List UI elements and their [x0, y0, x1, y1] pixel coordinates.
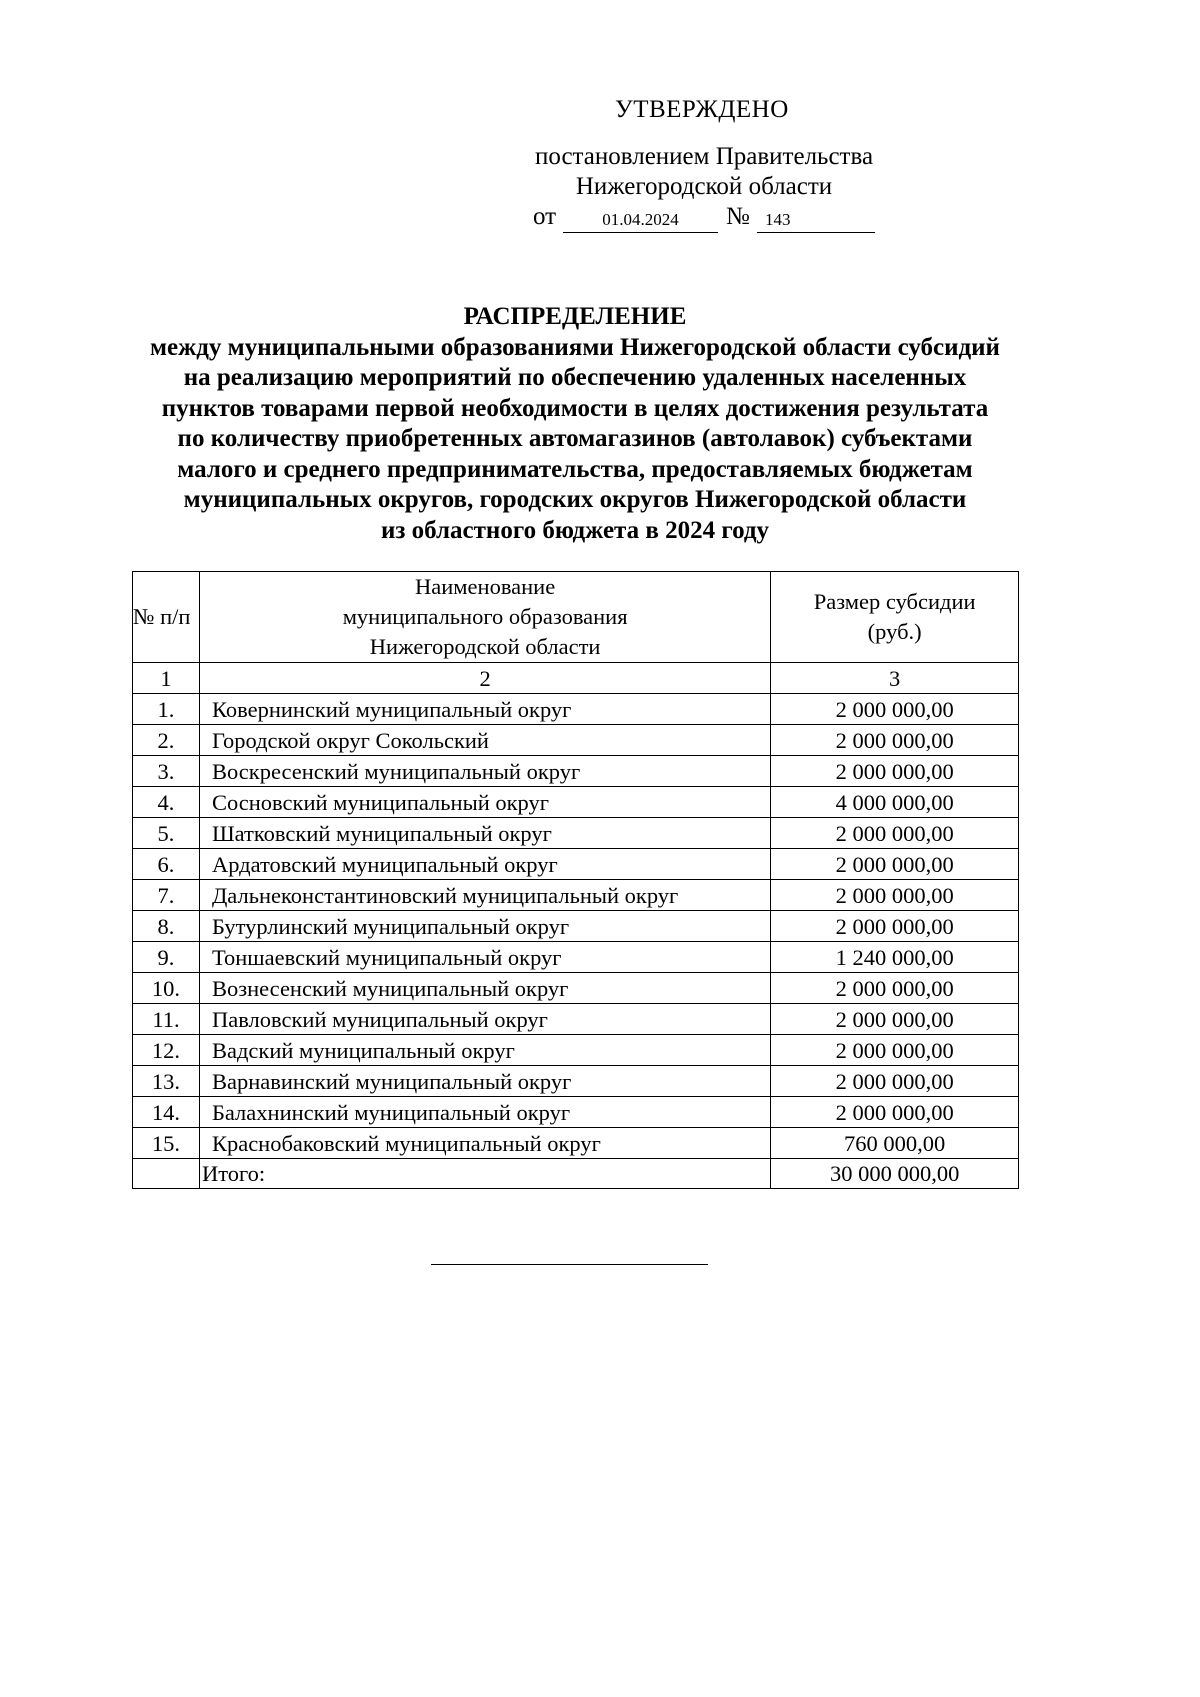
- row-number: 1.: [133, 694, 200, 725]
- row-municipality: Шатковский муниципальный округ: [199, 818, 770, 849]
- row-amount: 2 000 000,00: [771, 1066, 1019, 1097]
- table-row: [133, 1097, 1019, 1128]
- column-number: 2: [199, 663, 770, 694]
- decree-number: 143: [757, 210, 875, 233]
- table-row: [133, 942, 1019, 973]
- row-number: 10.: [133, 973, 200, 1004]
- row-number: 4.: [133, 787, 200, 818]
- row-amount: 2 000 000,00: [771, 911, 1019, 942]
- row-municipality: Ардатовский муниципальный округ: [199, 849, 770, 880]
- row-number: 13.: [133, 1066, 200, 1097]
- heading-line: между муниципальными образованиями Нижегородской области субсидий: [150, 333, 1000, 361]
- row-number: 2.: [133, 725, 200, 756]
- row-amount: 760 000,00: [771, 1128, 1019, 1159]
- approval-authority: постановлением Правительства: [534, 143, 874, 170]
- heading-line: малого и среднего предпринимательства, предоставляемых бюджетам: [177, 455, 973, 483]
- row-amount: 2 000 000,00: [771, 880, 1019, 911]
- table-row: [133, 1128, 1019, 1159]
- header-number: № п/п: [133, 572, 200, 663]
- row-number: 9.: [133, 942, 200, 973]
- row-number: 14.: [133, 1097, 200, 1128]
- distribution-table: [132, 571, 1019, 1189]
- row-amount: 2 000 000,00: [771, 1097, 1019, 1128]
- row-amount: 2 000 000,00: [771, 1035, 1019, 1066]
- row-amount: 2 000 000,00: [771, 1004, 1019, 1035]
- header-municipality: [199, 572, 770, 663]
- table-row: [133, 911, 1019, 942]
- row-amount: 2 000 000,00: [771, 756, 1019, 787]
- row-municipality: Тоншаевский муниципальный округ: [199, 942, 770, 973]
- header-municipality-line: муниципального образования: [342, 604, 628, 629]
- header-amount-line: Размер субсидии: [813, 589, 976, 614]
- row-number: 6.: [133, 849, 200, 880]
- header-municipality-line: Нижегородской области: [369, 634, 601, 659]
- heading-line: на реализацию мероприятий по обеспечению удаленных населенных: [183, 364, 967, 391]
- row-number: 5.: [133, 818, 200, 849]
- approval-region: Нижегородской области: [575, 173, 833, 200]
- table-row: [133, 1004, 1019, 1035]
- header-amount: [771, 572, 1019, 663]
- row-municipality: Бутурлинский муниципальный округ: [199, 911, 770, 942]
- row-municipality: Вознесенский муниципальный округ: [199, 973, 770, 1004]
- table-row: [133, 880, 1019, 911]
- total-row: [133, 1159, 1019, 1189]
- heading-line: пунктов товарами первой необходимости в целях достижения результата: [161, 394, 989, 422]
- column-number: 3: [771, 663, 1019, 694]
- row-municipality: Варнавинский муниципальный округ: [199, 1066, 770, 1097]
- closing-divider: [431, 1264, 708, 1265]
- row-municipality: Дальнеконстантиновский муниципальный округ: [199, 880, 770, 911]
- row-number: 7.: [133, 880, 200, 911]
- decree-number-label: №: [726, 203, 750, 230]
- heading-title: РАСПРЕДЕЛЕНИЕ: [463, 303, 687, 330]
- row-municipality: Городской округ Сокольский: [199, 725, 770, 756]
- approval-title: УТВЕРЖДЕНО: [615, 96, 789, 123]
- table-row: [133, 1066, 1019, 1097]
- row-number: 3.: [133, 756, 200, 787]
- row-municipality: Павловский муниципальный округ: [199, 1004, 770, 1035]
- table-row: [133, 694, 1019, 725]
- table-row: [133, 756, 1019, 787]
- row-amount: 4 000 000,00: [771, 787, 1019, 818]
- table-row: [133, 787, 1019, 818]
- decree-date: 01.04.2024: [563, 210, 718, 233]
- document-heading: [90, 302, 1060, 546]
- row-number: 11.: [133, 1004, 200, 1035]
- table-header-row: [133, 572, 1019, 663]
- header-municipality-line: Наименование: [415, 574, 556, 599]
- column-number: 1: [133, 663, 200, 694]
- row-municipality: Краснобаковский муниципальный округ: [199, 1128, 770, 1159]
- heading-line: муниципальных округов, городских округов Нижегородской области: [183, 486, 967, 513]
- decree-from-label: от: [533, 203, 557, 230]
- row-municipality: Воскресенский муниципальный округ: [199, 756, 770, 787]
- row-number: 12.: [133, 1035, 200, 1066]
- table-row: [133, 725, 1019, 756]
- table-row: [133, 818, 1019, 849]
- row-amount: 2 000 000,00: [771, 973, 1019, 1004]
- row-amount: 2 000 000,00: [771, 725, 1019, 756]
- row-amount: 1 240 000,00: [771, 942, 1019, 973]
- row-municipality: Сосновский муниципальный округ: [199, 787, 770, 818]
- row-municipality: Ковернинский муниципальный округ: [199, 694, 770, 725]
- row-number: 15.: [133, 1128, 200, 1159]
- row-number: 8.: [133, 911, 200, 942]
- total-amount: 30 000 000,00: [771, 1159, 1019, 1189]
- table-row: [133, 1035, 1019, 1066]
- table-row: [133, 973, 1019, 1004]
- heading-line: из областного бюджета в 2024 году: [380, 516, 770, 544]
- row-amount: 2 000 000,00: [771, 849, 1019, 880]
- row-amount: 2 000 000,00: [771, 818, 1019, 849]
- column-number-row: [133, 663, 1019, 694]
- row-municipality: Вадский муниципальный округ: [199, 1035, 770, 1066]
- row-municipality: Балахнинский муниципальный округ: [199, 1097, 770, 1128]
- total-empty-cell: [133, 1159, 200, 1189]
- table-row: [133, 849, 1019, 880]
- row-amount: 2 000 000,00: [771, 694, 1019, 725]
- total-label: Итого:: [199, 1159, 770, 1189]
- header-amount-line: (руб.): [867, 619, 922, 644]
- heading-line: по количеству приобретенных автомагазинов (автолавок) субъектами: [177, 425, 973, 452]
